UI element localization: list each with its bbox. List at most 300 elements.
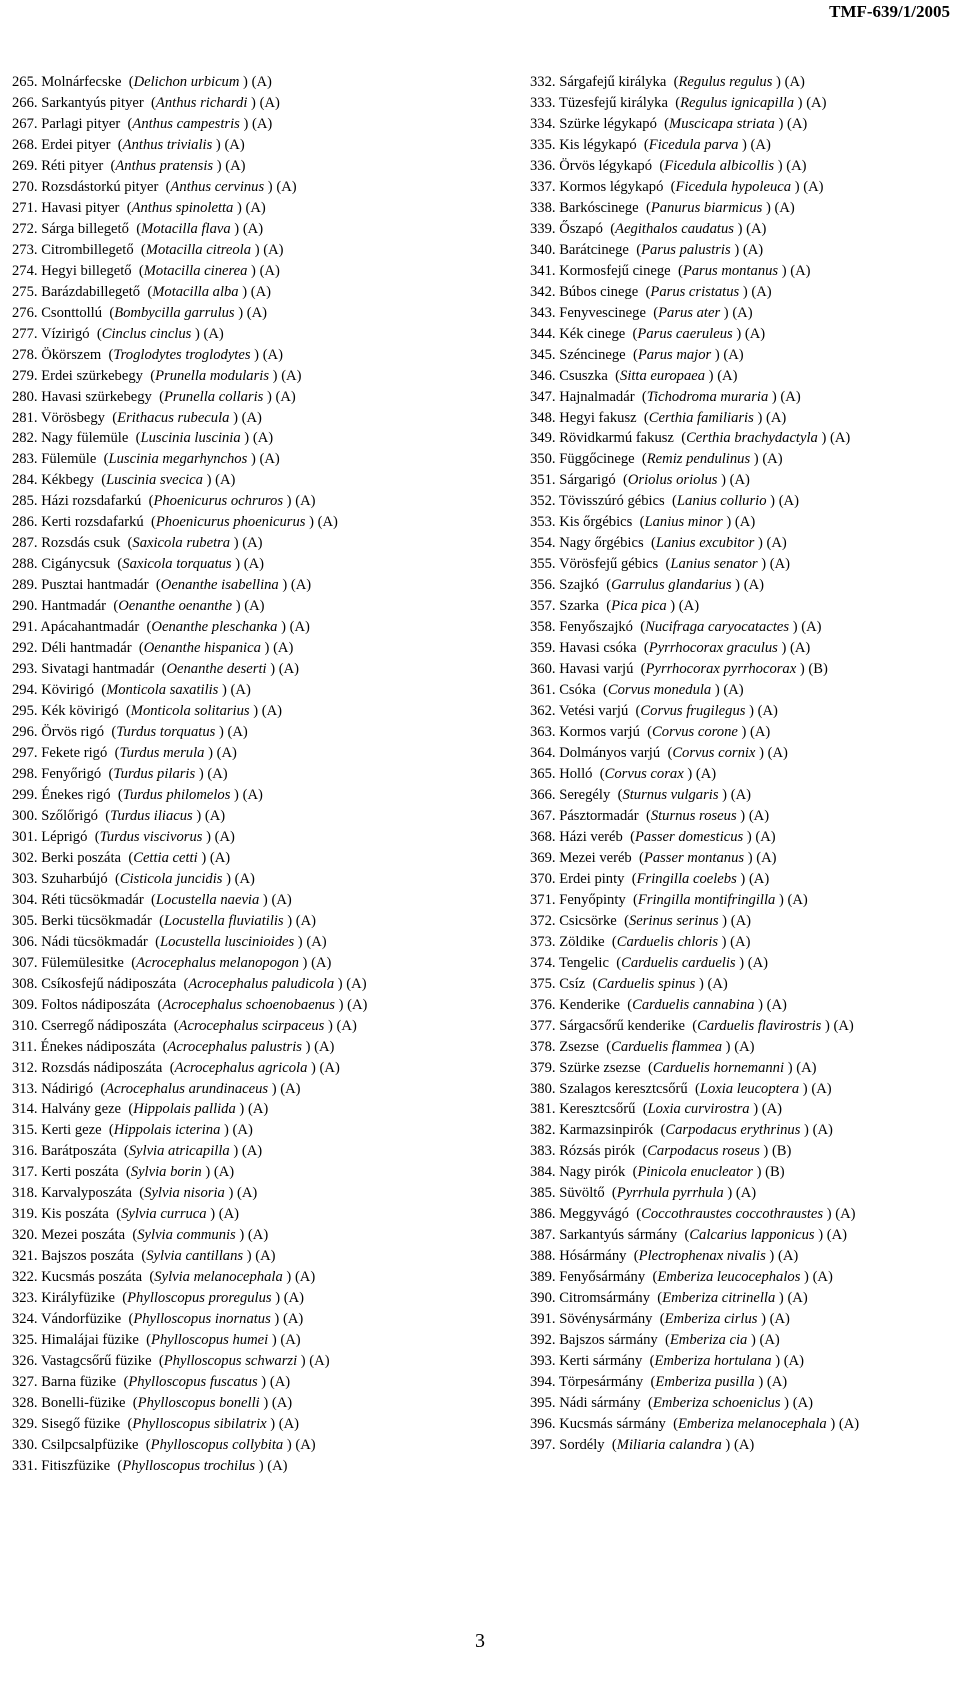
scientific-name: Lanius collurio (676, 493, 767, 510)
category-code: (A) (271, 1395, 293, 1412)
entry-number: 272. (12, 220, 38, 237)
hungarian-name: Halvány geze (41, 1101, 122, 1118)
species-list-left (12, 72, 482, 1477)
hungarian-name: Apácahantmadár (40, 619, 140, 636)
entry-number: 395. (530, 1395, 556, 1412)
species-entry: 302. Berki poszáta (Cettia cetti ) (A) (12, 848, 482, 869)
scientific-name: Sylvia atricapilla (128, 1143, 230, 1160)
hungarian-name: Déli hantmadár (41, 640, 132, 657)
entry-number: 320. (12, 1227, 38, 1244)
scientific-name: Certhia familiaris (648, 409, 754, 426)
category-code: (B) (765, 1164, 785, 1181)
hungarian-name: Berki poszáta (41, 849, 122, 866)
category-code: (A) (259, 94, 280, 111)
hungarian-name: Nagy fülemüle (41, 430, 129, 447)
species-entry: 369. Mezei veréb (Passer montanus ) (A) (530, 848, 960, 869)
category-code: (A) (792, 1395, 813, 1412)
scientific-name: Acrocephalus agricola (174, 1059, 308, 1076)
entry-number: 290. (12, 598, 38, 615)
category-code: (B) (771, 1143, 792, 1160)
hungarian-name: Kerti rozsdafarkú (41, 514, 144, 531)
category-code: (A) (232, 1122, 253, 1139)
scientific-name: Erithacus rubecula (117, 409, 230, 426)
entry-number: 315. (12, 1122, 38, 1139)
category-code: (A) (224, 136, 245, 153)
scientific-name: Aegithalos caudatus (615, 220, 734, 237)
species-entry: 307. Fülemülesitke (Acrocephalus melanopogon ) (A) (12, 953, 482, 974)
entry-number: 307. (12, 954, 38, 971)
hungarian-name: Mezei veréb (559, 849, 632, 866)
category-code: (A) (767, 745, 788, 761)
species-entry: 318. Karvalyposzáta (Sylvia nisoria ) (A) (12, 1183, 482, 1204)
entry-number: 336. (530, 157, 556, 174)
entry-number: 396. (530, 1416, 556, 1432)
scientific-name: Miliaria calandra (616, 1436, 722, 1453)
species-entry: 361. Csóka (Corvus monedula ) (A) (530, 680, 960, 701)
category-code: (A) (255, 1248, 276, 1265)
entry-number: 365. (530, 765, 556, 782)
species-entry: 315. Kerti geze (Hippolais icterina ) (A) (12, 1120, 482, 1141)
scientific-name: Carduelis hornemanni (652, 1059, 785, 1076)
category-code: (A) (281, 367, 302, 384)
species-entry: 291. Apácahantmadár (Oenanthe pleschanka ) (A) (12, 617, 482, 638)
scientific-name: Locustella naevia (155, 891, 260, 908)
scientific-name: Hippolais pallida (133, 1101, 236, 1118)
species-entry: 337. Kormos légykapó (Ficedula hypoleuca ) (A) (530, 177, 960, 198)
species-entry: 372. Csicsörke (Serinus serinus ) (A) (530, 911, 960, 932)
scientific-name: Pyrrhocorax graculus (648, 640, 778, 657)
category-code: (A) (241, 409, 262, 426)
scientific-name: Hippolais icterina (113, 1122, 221, 1139)
hungarian-name: Csíz (559, 975, 586, 992)
category-code: (A) (227, 724, 248, 741)
scientific-name: Sylvia melanocephala (154, 1269, 283, 1286)
category-code: (A) (829, 430, 851, 447)
species-entry: 273. Citrombillegető (Motacilla citreola ) (A) (12, 240, 482, 261)
hungarian-name: Karvalyposzáta (41, 1185, 132, 1202)
entry-number: 387. (530, 1227, 556, 1244)
hungarian-name: Vörösbegy (40, 409, 105, 426)
category-code: (A) (311, 954, 332, 971)
entry-number: 322. (12, 1269, 38, 1286)
scientific-name: Phylloscopus bonelli (137, 1395, 260, 1412)
scientific-name: Regulus ignicapilla (680, 94, 795, 111)
entry-number: 384. (530, 1164, 556, 1181)
species-entry: 368. Házi veréb (Passer domesticus ) (A) (530, 827, 960, 848)
scientific-name: Saxicola rubetra (132, 535, 231, 552)
species-entry: 353. Kis őrgébics (Lanius minor ) (A) (530, 512, 960, 533)
species-entry: 284. Kékbegy (Luscinia svecica ) (A) (12, 470, 482, 491)
hungarian-name: Rövidkarmú fakusz (559, 430, 674, 447)
category-code: (A) (259, 262, 280, 279)
species-entry: 317. Kerti poszáta (Sylvia borin ) (A) (12, 1162, 482, 1183)
category-code: (A) (236, 1185, 258, 1202)
hungarian-name: Sisegő füzike (41, 1416, 121, 1432)
scientific-name: Oriolus oriolus (627, 472, 718, 489)
category-code: (A) (750, 724, 771, 741)
species-entry: 395. Nádi sármány (Emberiza schoeniclus ) (A) (530, 1393, 960, 1414)
entry-number: 340. (530, 241, 556, 258)
category-code: (A) (280, 1080, 301, 1097)
scientific-name: Parus ater (658, 304, 721, 321)
category-code: (A) (744, 325, 766, 342)
scientific-name: Emberiza melanocephala (677, 1416, 827, 1432)
hungarian-name: Csóka (559, 682, 596, 699)
category-code: (A) (723, 346, 744, 363)
entry-number: 287. (12, 535, 38, 552)
category-code: (A) (742, 241, 764, 258)
scientific-name: Carpodacus roseus (647, 1143, 760, 1160)
species-entry: 335. Kis légykapó (Ficedula parva ) (A) (530, 135, 960, 156)
hungarian-name: Bajszos poszáta (41, 1248, 135, 1265)
hungarian-name: Pásztormadár (559, 807, 639, 824)
entry-number: 302. (12, 849, 38, 866)
scientific-name: Calcarius lapponicus (689, 1227, 815, 1244)
species-entry: 381. Keresztcsőrű (Loxia curvirostra ) (A) (530, 1099, 960, 1120)
entry-number: 271. (12, 199, 38, 216)
category-code: (A) (801, 619, 822, 636)
category-code: (A) (319, 1059, 340, 1076)
scientific-name: Anthus campestris (132, 115, 240, 132)
category-code: (A) (812, 1269, 833, 1286)
scientific-name: Luscinia luscinia (140, 430, 241, 447)
scientific-name: Pica pica (611, 598, 667, 615)
hungarian-name: Cigánycsuk (41, 556, 111, 573)
hungarian-name: Házi rozsdafarkú (41, 493, 142, 510)
scientific-name: Acrocephalus palustris (167, 1038, 302, 1055)
species-entry: 357. Szarka (Pica pica ) (A) (530, 596, 960, 617)
scientific-name: Carduelis carduelis (621, 954, 736, 971)
category-code: (A) (276, 178, 297, 195)
hungarian-name: Süvöltő (559, 1185, 605, 1202)
category-code: (A) (247, 1227, 269, 1244)
entry-number: 385. (530, 1185, 556, 1202)
species-entry: 380. Szalagos keresztcsőrű (Loxia leucoptera ) (A) (530, 1079, 960, 1100)
species-entry: 371. Fenyőpinty (Fringilla montifringilla ) (A) (530, 890, 960, 911)
hungarian-name: Hajnalmadár (559, 388, 635, 405)
species-entry: 274. Hegyi billegető (Motacilla cinerea ) (A) (12, 261, 482, 282)
category-code: (A) (806, 94, 827, 111)
species-entry: 379. Szürke zsezse (Carduelis hornemanni ) (A) (530, 1058, 960, 1079)
hungarian-name: Szürke légykapó (559, 115, 657, 132)
species-entry: 325. Himalájai füzike (Phylloscopus humei ) (A) (12, 1330, 482, 1351)
scientific-name: Locustella luscinioides (159, 933, 295, 950)
category-code: (A) (213, 1164, 235, 1181)
hungarian-name: Kék kövirigó (41, 703, 119, 720)
hungarian-name: Fekete rigó (41, 745, 108, 761)
species-entry: 293. Sivatagi hantmadár (Oenanthe deserti ) (A) (12, 659, 482, 680)
entry-number: 299. (12, 786, 38, 803)
hungarian-name: Fülemülesitke (41, 954, 124, 971)
entry-number: 283. (12, 451, 38, 468)
species-entry: 308. Csíkosfejű nádiposzáta (Acrocephalus paludicola ) (A) (12, 974, 482, 995)
species-entry: 356. Szajkó (Garrulus glandarius ) (A) (530, 575, 960, 596)
hungarian-name: Hantmadár (41, 598, 107, 615)
category-code: (A) (225, 157, 246, 174)
scientific-name: Sylvia communis (137, 1227, 236, 1244)
scientific-name: Loxia curvirostra (647, 1101, 750, 1118)
entry-number: 383. (530, 1143, 556, 1160)
entry-number: 392. (530, 1332, 556, 1349)
hungarian-name: Rozsdástorkú pityer (41, 178, 159, 195)
category-code: (A) (790, 262, 811, 279)
scientific-name: Phylloscopus inornatus (133, 1311, 271, 1328)
category-code: (A) (783, 1353, 805, 1370)
hungarian-name: Mezei poszáta (41, 1227, 126, 1244)
hungarian-name: Csuszka (559, 367, 608, 384)
species-entry: 327. Barna füzike (Phylloscopus fuscatus ) (A) (12, 1372, 482, 1393)
species-entry: 346. Csuszka (Sitta europaea ) (A) (530, 366, 960, 387)
scientific-name: Phylloscopus fuscatus (128, 1374, 258, 1391)
scientific-name: Acrocephalus melanopogon (136, 954, 299, 971)
entry-number: 265. (12, 74, 38, 90)
entry-number: 389. (530, 1269, 556, 1286)
species-entry: 290. Hantmadár (Oenanthe oenanthe ) (A) (12, 596, 482, 617)
category-code: (A) (252, 430, 274, 447)
species-entry: 269. Réti pityer (Anthus pratensis ) (A) (12, 156, 482, 177)
scientific-name: Troglodytes troglodytes (113, 346, 251, 363)
scientific-name: Phylloscopus trochilus (122, 1457, 256, 1474)
entry-number: 314. (12, 1101, 38, 1118)
category-code: (A) (790, 640, 811, 657)
scientific-name: Sturnus roseus (650, 807, 737, 824)
hungarian-name: Énekes nádiposzáta (40, 1038, 156, 1055)
species-entry: 286. Kerti rozsdafarkú (Phoenicurus phoenicurus ) (A) (12, 512, 482, 533)
scientific-name: Muscicapa striata (669, 115, 775, 132)
species-entry: 288. Cigánycsuk (Saxicola torquatus ) (A) (12, 554, 482, 575)
category-code: (A) (295, 1436, 316, 1453)
category-code: (A) (241, 1143, 263, 1160)
entry-number: 312. (12, 1059, 38, 1076)
category-code: (A) (290, 577, 312, 594)
species-entry: 393. Kerti sármány (Emberiza hortulana ) (A) (530, 1351, 960, 1372)
category-code: (A) (833, 1017, 854, 1034)
species-entry: 336. Örvös légykapó (Ficedula albicollis ) (A) (530, 156, 960, 177)
category-code: (A) (215, 472, 236, 489)
scientific-name: Sylvia borin (130, 1164, 202, 1181)
scientific-name: Tichodroma muraria (646, 388, 769, 405)
hungarian-name: Havasi szürkebegy (41, 388, 152, 405)
entry-number: 333. (530, 94, 556, 111)
category-code: (A) (769, 556, 791, 573)
species-entry: 333. Tüzesfejű királyka (Regulus ignicapilla ) (A) (530, 93, 960, 114)
hungarian-name: Citrombillegető (41, 241, 134, 258)
species-entry: 319. Kis poszáta (Sylvia curruca ) (A) (12, 1204, 482, 1225)
species-entry: 301. Léprigó (Turdus viscivorus ) (A) (12, 827, 482, 848)
scientific-name: Monticola solitarius (130, 703, 250, 720)
entry-number: 367. (530, 807, 556, 824)
category-code: (A) (761, 1101, 783, 1118)
category-code: (A) (244, 598, 265, 615)
entry-number: 292. (12, 640, 38, 657)
scientific-name: Lanius senator (670, 556, 758, 573)
entry-number: 334. (530, 115, 556, 132)
scientific-name: Cisticola juncidis (119, 870, 223, 887)
scientific-name: Anthus richardi (155, 94, 248, 111)
hungarian-name: Fenyőszajkó (559, 619, 633, 636)
category-code: (A) (289, 619, 310, 636)
entry-number: 275. (12, 283, 38, 300)
entry-number: 343. (530, 304, 556, 321)
species-entry: 341. Kormosfejű cinege (Parus montanus ) (A) (530, 261, 960, 282)
category-code: (A) (796, 1059, 817, 1076)
species-entry: 331. Fitiszfüzike (Phylloscopus trochilus ) (A) (12, 1456, 482, 1477)
category-code: (A) (230, 682, 251, 699)
species-entry: 276. Csonttollú (Bombycilla garrulus ) (A) (12, 303, 482, 324)
hungarian-name: Függőcinege (559, 451, 635, 468)
category-code: (A) (678, 598, 700, 615)
species-entry: 299. Énekes rigó (Turdus philomelos ) (A) (12, 785, 482, 806)
entry-number: 363. (530, 724, 556, 741)
species-entry: 383. Rózsás pirók (Carpodacus roseus ) (B) (530, 1141, 960, 1162)
entry-number: 269. (12, 157, 38, 174)
scientific-name: Parus caeruleus (637, 325, 733, 342)
scientific-name: Corvus corax (604, 765, 684, 782)
scientific-name: Coccothraustes coccothraustes (641, 1206, 824, 1223)
species-entry: 394. Törpesármány (Emberiza pusilla ) (A) (530, 1372, 960, 1393)
species-entry: 359. Havasi csóka (Pyrrhocorax graculus ) (A) (530, 638, 960, 659)
entry-number: 368. (530, 828, 556, 845)
species-entry: 267. Parlagi pityer (Anthus campestris ) (A) (12, 114, 482, 135)
category-code: (A) (282, 1311, 304, 1328)
hungarian-name: Sivatagi hantmadár (41, 661, 155, 678)
entry-number: 388. (530, 1248, 556, 1265)
hungarian-name: Örvös légykapó (559, 157, 653, 174)
entry-number: 317. (12, 1164, 38, 1181)
scientific-name: Oenanthe isabellina (160, 577, 279, 594)
species-entry: 271. Havasi pityer (Anthus spinoletta ) (A) (12, 198, 482, 219)
hungarian-name: Kis légykapó (559, 136, 637, 153)
category-code: (A) (204, 807, 226, 824)
species-entry: 295. Kék kövirigó (Monticola solitarius ) (A) (12, 701, 482, 722)
entry-number: 324. (12, 1311, 38, 1328)
species-entry: 322. Kucsmás poszáta (Sylvia melanocephala ) (A) (12, 1267, 482, 1288)
entry-number: 378. (530, 1038, 556, 1055)
entry-number: 393. (530, 1353, 556, 1370)
hungarian-name: Királyfüzike (41, 1290, 115, 1307)
entry-number: 377. (530, 1017, 556, 1034)
entry-number: 380. (530, 1080, 556, 1097)
hungarian-name: Erdei szürkebegy (41, 367, 143, 384)
scientific-name: Ficedula hypoleuca (675, 178, 792, 195)
species-entry: 340. Barátcinege (Parus palustris ) (A) (530, 240, 960, 261)
entry-number: 397. (530, 1436, 556, 1453)
hungarian-name: Örvös rigó (41, 724, 105, 741)
hungarian-name: Tövisszúró gébics (558, 493, 665, 510)
hungarian-name: Citromsármány (559, 1290, 650, 1307)
scientific-name: Parus cristatus (650, 283, 740, 300)
hungarian-name: Cserregő nádiposzáta (41, 1017, 167, 1034)
entry-number: 267. (12, 115, 38, 132)
category-code: (A) (262, 346, 283, 363)
category-code: (A) (755, 828, 776, 845)
category-code: (A) (261, 703, 283, 720)
hungarian-name: Barátcinege (559, 241, 629, 258)
species-entry: 311. Énekes nádiposzáta (Acrocephalus palustris ) (A) (12, 1037, 482, 1058)
category-code: (A) (267, 1457, 288, 1474)
species-entry: 285. Házi rozsdafarkú (Phoenicurus ochruros ) (A) (12, 491, 482, 512)
category-code: (A) (309, 1353, 330, 1370)
category-code: (A) (730, 912, 751, 929)
species-entry: 355. Vörösfejű gébics (Lanius senator ) (A) (530, 554, 960, 575)
scientific-name: Oenanthe deserti (166, 661, 267, 678)
category-code: (A) (756, 849, 777, 866)
hungarian-name: Zöldike (559, 933, 605, 950)
hungarian-name: Vándorfüzike (40, 1311, 122, 1328)
scientific-name: Phoenicurus ochruros (153, 493, 284, 510)
scientific-name: Turdus pilaris (113, 765, 196, 782)
hungarian-name: Kormos légykapó (559, 178, 664, 195)
species-entry: 323. Királyfüzike (Phylloscopus proregulus ) (A) (12, 1288, 482, 1309)
scientific-name: Turdus iliacus (110, 807, 193, 824)
entry-number: 285. (12, 493, 38, 510)
hungarian-name: Barna füzike (41, 1374, 117, 1391)
scientific-name: Phoenicurus phoenicurus (155, 514, 306, 531)
hungarian-name: Fülemüle (41, 451, 97, 468)
species-entry: 281. Vörösbegy (Erithacus rubecula ) (A) (12, 408, 482, 429)
scientific-name: Saxicola torquatus (122, 556, 232, 573)
hungarian-name: Bajszos sármány (559, 1332, 658, 1349)
entry-number: 296. (12, 724, 38, 741)
species-entry: 328. Bonelli-füzike (Phylloscopus bonelli ) (A) (12, 1393, 482, 1414)
species-entry: 279. Erdei szürkebegy (Prunella modularis ) (A) (12, 366, 482, 387)
hungarian-name: Sarkantyús sármány (559, 1227, 678, 1244)
category-code: (A) (729, 472, 750, 489)
category-code: (A) (251, 74, 272, 90)
category-code: (A) (811, 1080, 832, 1097)
scientific-name: Sturnus vulgaris (622, 786, 719, 803)
hungarian-name: Sárgacsőrű kenderike (559, 1017, 685, 1034)
hungarian-name: Hósármány (559, 1248, 627, 1265)
hungarian-name: Szarka (559, 598, 599, 615)
species-entry: 306. Nádi tücsökmadár (Locustella luscinioides ) (A) (12, 932, 482, 953)
category-code: (A) (246, 304, 268, 321)
page-number: 3 (475, 1630, 485, 1652)
hungarian-name: Vetési varjú (558, 703, 629, 720)
category-code: (A) (214, 828, 235, 845)
entry-number: 293. (12, 661, 38, 678)
entry-number: 297. (12, 745, 38, 761)
species-entry: 390. Citromsármány (Emberiza citrinella ) (A) (530, 1288, 960, 1309)
entry-number: 342. (530, 283, 556, 300)
category-code: (A) (242, 220, 264, 237)
hungarian-name: Bonelli-füzike (41, 1395, 126, 1412)
scientific-name: Plectrophenax nivalis (638, 1248, 766, 1265)
species-entry: 292. Déli hantmadár (Oenanthe hispanica ) (A) (12, 638, 482, 659)
category-code: (A) (317, 514, 338, 531)
category-code: (A) (295, 912, 317, 929)
category-code: (A) (769, 1311, 790, 1328)
species-entry: 324. Vándorfüzike (Phylloscopus inornatus ) (A) (12, 1309, 482, 1330)
scientific-name: Emberiza citrinella (662, 1290, 776, 1307)
species-entry: 320. Mezei poszáta (Sylvia communis ) (A) (12, 1225, 482, 1246)
scientific-name: Anthus spinoletta (131, 199, 234, 216)
species-entry: 376. Kenderike (Carduelis cannabina ) (A) (530, 995, 960, 1016)
hungarian-name: Kormos varjú (559, 724, 640, 741)
species-list-right (530, 72, 960, 1456)
species-entry: 338. Barkóscinege (Panurus biarmicus ) (A) (530, 198, 960, 219)
hungarian-name: Szőlőrigó (41, 807, 98, 824)
hungarian-name: Erdei pinty (559, 870, 625, 887)
entry-number: 332. (530, 74, 556, 90)
hungarian-name: Szuharbújó (41, 870, 108, 887)
entry-number: 301. (12, 828, 38, 845)
species-entry: 354. Nagy őrgébics (Lanius excubitor ) (A) (530, 533, 960, 554)
scientific-name: Acrocephalus paludicola (188, 975, 335, 992)
hungarian-name: Keresztcsőrű (559, 1101, 636, 1118)
category-code: (A) (252, 115, 273, 132)
scientific-name: Carduelis cannabina (632, 996, 755, 1013)
